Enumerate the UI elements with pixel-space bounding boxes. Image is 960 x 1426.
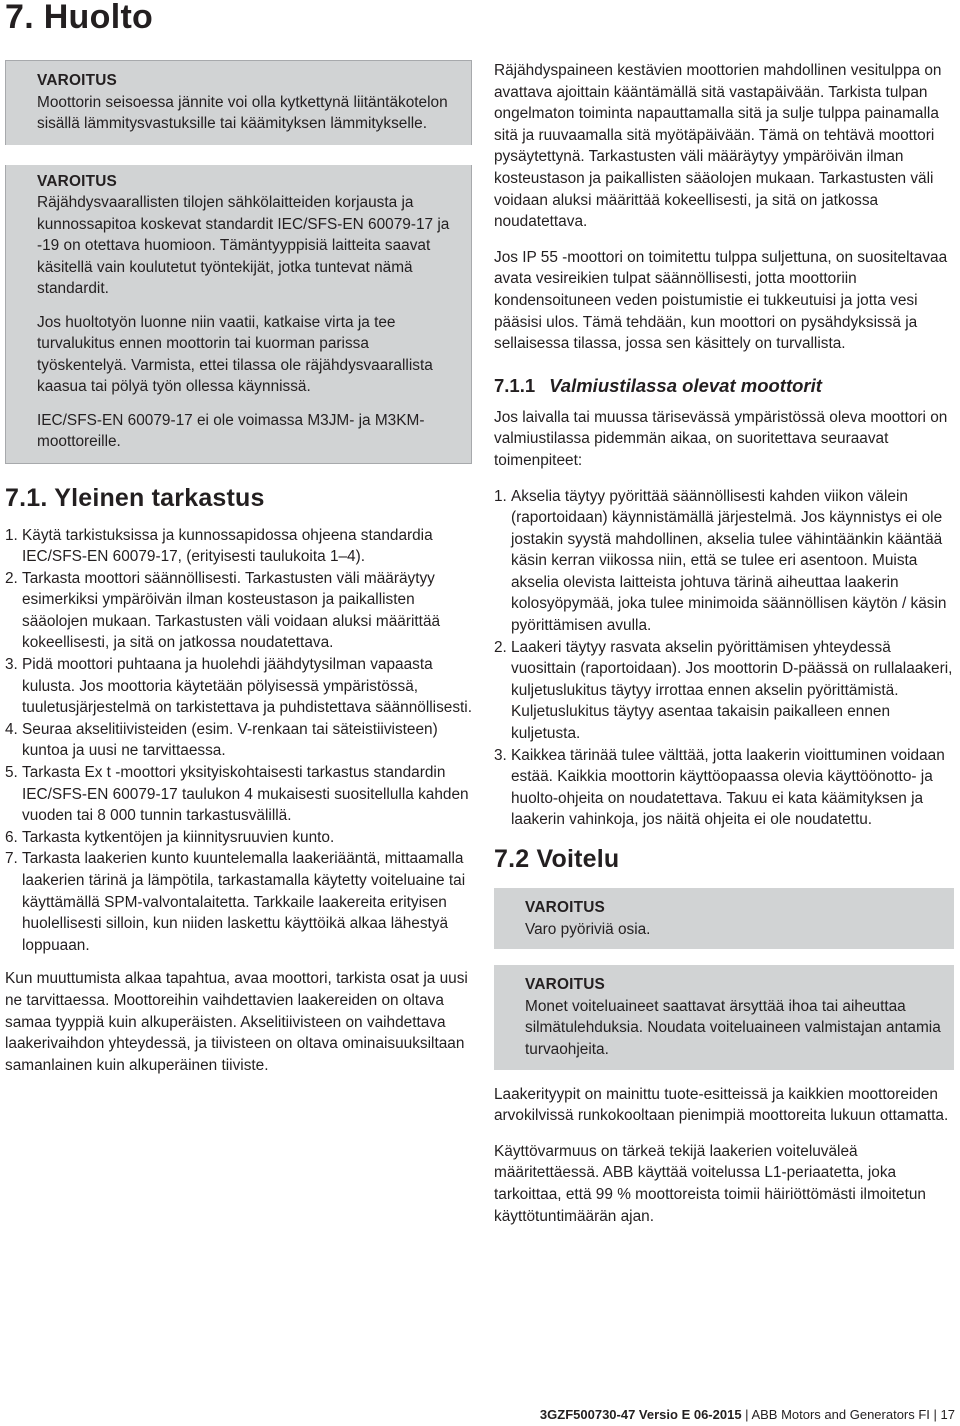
paragraph: Laakerityypit on mainittu tuote-esitteissä ja kaikkien moottoreiden arvokilvissä runkokooltaan pienimpiä moottoreita lukuun ottamatta. [494,1085,949,1125]
warning-box-2 [6,165,471,463]
warning-heading: VAROITUS [525,899,605,916]
paragraph: Räjähdyspaineen kestävien moottorien mahdollinen vesitulppa on avattava ajoittain kääntämällä sitä vastapäivään. Tarkista tulpan ongelmaton toiminta napauttamalla sitä ja sulje tulppa painamalla sitä ja ruuvaamalla sitä myötäpäivään. Tämä on tehtävä moottori pysäytettynä. Tarkastusten väli määräytyy ympäröivän ilman kosteustason ja paikallisten sääolojen mukaan. Tarkastusten väli voidaan aluksi määrittää kokeellisesti, ja sitä on jatkossa noudatettava. [494,62,942,231]
left-column [5,60,472,1090]
warning-box-3 [494,888,954,949]
document-id: 3GZF500730-47 Versio E 06-2015 [539,1407,742,1422]
item-number: 1. [5,526,18,544]
item-number: 5. [5,764,18,782]
item-number: 1. [494,487,507,505]
standby-steps [494,486,954,832]
list-item [494,745,954,831]
item-text: Seuraa akselitiivisteiden (esim. V-renkaan tai säteistiivisteen) kuntoa ja uusi ne tarvittaessa. [22,720,438,760]
footer-separator: | [741,1407,752,1422]
subsection-text: Valmiustilassa olevat moottorit [549,374,822,396]
item-text: Tarkasta moottori säännöllisesti. Tarkastusten väli määräytyy esimerkiksi ympäröivän ilman kosteustason ja paikallisten sääolojen mukaan. Tarkastusten väli voidaan aluksi määrittää kokeellisesti, ja sitä on jatkossa noudatettava. [22,569,441,652]
warning-paragraph: IEC/SFS-EN 60079-17 ei ole voimassa M3JM- ja M3KM-moottoreille. [37,411,425,450]
item-text: Tarkasta laakerien kunto kuuntelemalla laakeriääntä, mittaamalla laakerien tärinä ja lämpötila, tarkastamalla käytetty voiteluaine tai käyttämällä SPM-valvontalaitetta. Tarkkaile laakereita erityisen huolellisesti silloin, kun niiden laskettu käyttöikä alkaa lähestyä loppuaan. [22,850,466,954]
page-footer [0,1407,955,1422]
item-number: 6. [5,828,18,846]
right-column [494,60,954,1241]
paragraph: Käyttövarmuus on tärkeä tekijä laakerien voiteluväleä määritettäessä. ABB käyttää voitelussa L1-periaatetta, joka tarkoittaa, että 99 % moottoreista toimii häiriöttömästi ilmoitetun käyttötuntimäärän ajan. [494,1142,926,1225]
list-item [5,827,472,849]
paragraph: Jos IP 55 -moottori on toimitettu tulppa suljettuna, on suositeltavaa avata vesireikien tulpat säännöllisesti, jotta moottoriin kondensoituneen veden poistumistie ei tukkeutuisi ja jotta vesi pääsisi ulos. Tämä tehdään, kun moottori on pysähdyksissä ja sellaisessa tilassa, jossa sen käsittely on turvallista. [494,248,948,353]
warning-heading: VAROITUS [525,976,605,994]
page-number: 17 [940,1407,955,1422]
warning-box-group [5,60,472,464]
item-text: Akselia täytyy pyörittää säännöllisesti kahden viikon välein (raportoidaan) käynnistämällä järjestelmä. Jos käynnistys ei ole jostakin syystä mahdollinen, akselia tulee vähintäänkin kääntää käsin kerran viikossa niin, että se tulee eri asentoon. Muista akselia olevista laitteista johtuva tärinä aiheuttaa laakerin kolosyöpymää, joka tulee minimoida säännöllisen käytön / käsin pyörittämisen avulla. [511,487,947,635]
inspection-steps [5,525,472,957]
warning-text: Monet voiteluaineet saattavat ärsyttää ihoa tai aiheuttaa silmätulehduksia. Noudata voiteluaineen valmistajan antamia turvaohjeita. [525,997,941,1058]
item-number: 3. [494,746,507,764]
subsection-title-7-1-1 [494,375,954,397]
item-text: Käytä tarkistuksissa ja kunnossapidossa ohjeena standardia IEC/SFS-EN 60079-17, (erityisesti taulukoita 1–4). [22,526,433,566]
paragraph: Jos laivalla tai muussa tärisevässä ympäristössä oleva moottori on valmiustilassa pidemmän aikaa, on suoritettava seuraavat toimenpiteet: [494,408,948,469]
warning-box-1 [6,61,471,145]
list-item [494,637,954,745]
list-item [5,719,472,762]
item-text: Tarkasta Ex t -moottori yksityiskohtaisesti tarkastus standardin IEC/SFS-EN 60079-17 taulukon 4 mukaisesti suositellulla kahden vuoden tai 8 000 tunnin tarkastusvälillä. [22,764,469,825]
list-item [5,525,472,568]
item-text: Kaikkea tärinää tulee välttää, jotta laakerin vioittuminen voidaan estää. Kaikkia moottorin käyttöopaassa olevia käyttöönotto- ja huolto-ohjeita on noudatettava. Takuu ei kata käämityksen ja laakerin vahinkoja, jos näitä ohjeita ei ole noudatettu. [511,746,945,829]
warning-heading: VAROITUS [37,72,117,89]
list-item [494,486,954,637]
list-item [5,654,472,719]
section-title-7-2: 7.2 Voitelu [494,845,620,873]
list-item [5,762,472,827]
footer-company: ABB Motors and Generators FI [751,1407,930,1422]
warning-paragraph: Räjähdysvaarallisten tilojen sähkölaitteiden korjausta ja kunnossapitoa koskevat standardit IEC/SFS-EN 60079-17 ja -19 on otettava huomioon. Tämäntyyppisiä laitteita saavat käsitellä vain koulutetut työntekijät, jotka tuntevat nämä standardit. [37,194,450,297]
item-number: 4. [5,720,18,738]
list-item [5,568,472,654]
warning-gap [5,145,472,165]
item-number: 3. [5,656,18,674]
list-item [5,848,472,956]
item-number: 2. [494,638,507,656]
section-title-7-1: 7.1. Yleinen tarkastus [5,483,265,512]
item-text: Tarkasta kytkentöjen ja kiinnitysruuvien kunto. [22,828,335,846]
warning-text: Moottorin seisoessa jännite voi olla kytkettynä liitäntäkotelon sisällä lämmitysvastuksille tai käämityksen lämmitykselle. [37,93,448,132]
chapter-title: 7. Huolto [5,0,154,36]
item-number: 2. [5,569,18,587]
warning-box-4 [494,965,954,1069]
warning-text: Varo pyöriviä osia. [525,920,651,938]
subsection-number: 7.1.1 [494,374,536,396]
warning-heading: VAROITUS [37,172,117,190]
item-number: 7. [5,850,18,868]
warning-paragraph: Jos huoltotyön luonne niin vaatii, katkaise virta ja tee turvalukitus ennen moottorin tai kuorman parissa työskentelyä. Varmista, ettei tilassa ole räjähdysvaarallista kaasua tai pölyä työn ollessa käynnissä. [37,313,433,395]
closing-paragraph: Kun muuttumista alkaa tapahtua, avaa moottori, tarkista osat ja uusi ne tarvittaessa. Moottoreihin vaihdettavien laakereiden on oltava samaa tyyppiä kuin alkuperäisten. Akselitiivisteen on vaihdettava laakerivaihdon yhteydessä, ja tiivisteen on oltava ominaisuuksiltaan samanlainen kuin alkuperäinen tiiviste. [5,970,468,1074]
footer-separator: | [929,1407,941,1422]
item-text: Pidä moottori puhtaana ja huolehdi jäähdytysilman vapaasta kulusta. Jos moottoria käytetään pölyisessä ympäristössä, tuuletusjärjestelmä on tarkistettava ja puhdistettava säännöllisesti. [22,656,472,717]
item-text: Laakeri täytyy rasvata akselin pyörittämisen yhteydessä vuosittain (raportoidaan). Jos moottorin D-päässä on rullalaakeri, kuljetuslukitus täytyy irrottaa ennen akselin pyörittämistä. Kuljetuslukitus täytyy asentaa takaisin paikalleen ennen kuljetusta. [511,638,953,743]
